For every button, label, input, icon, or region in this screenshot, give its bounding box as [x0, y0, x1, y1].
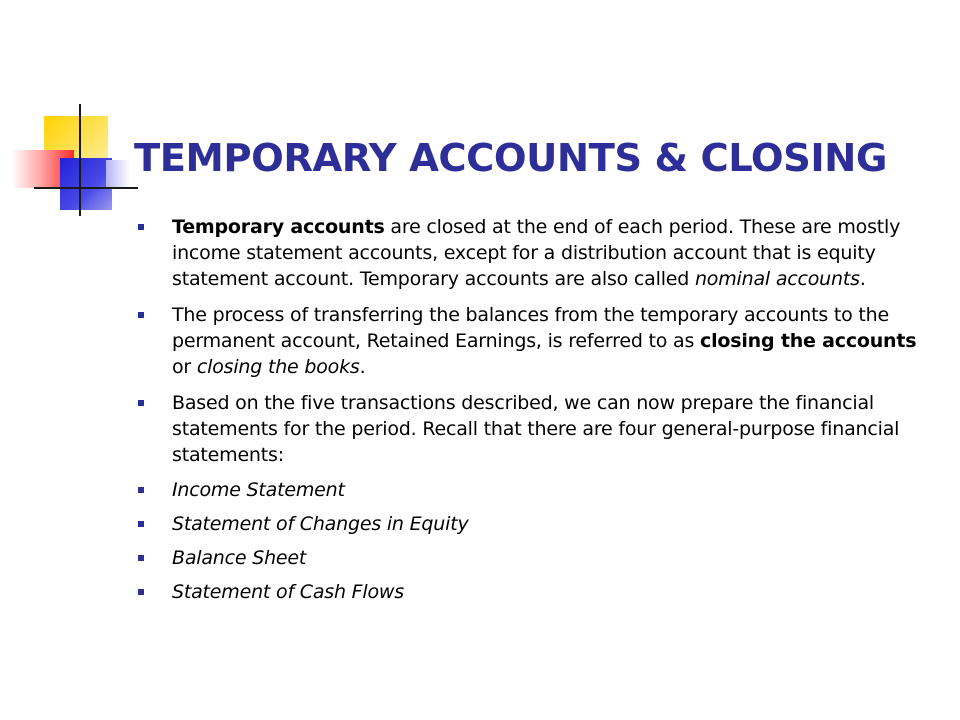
square-bullet-icon	[138, 400, 144, 406]
bullet-text: Based on the five transactions described, we can now prepare the financial statements for the period. Recall that there are four general-purpose financial statements:	[172, 392, 900, 466]
bullet-item-statement	[134, 545, 934, 571]
bullet-text: are closed at the end of each period. These are mostly income statement accounts, except for a distribution account that is equity statement account. Temporary accounts are also called	[172, 216, 901, 290]
bold-term: closing the accounts	[700, 330, 917, 352]
square-bullet-icon	[138, 521, 144, 527]
square-bullet-icon	[138, 487, 144, 493]
square-bullet-icon	[138, 589, 144, 595]
statement-name: Statement of Cash Flows	[172, 581, 404, 603]
bullet-item-closing-process	[134, 302, 934, 380]
blue-fade-shape	[106, 160, 130, 188]
square-bullet-icon	[138, 555, 144, 561]
italic-term: nominal accounts	[694, 268, 860, 290]
square-bullet-icon	[138, 224, 144, 230]
bullet-item-statement	[134, 579, 934, 605]
bullet-text-mid: or	[172, 356, 197, 378]
horizontal-line-shape	[34, 187, 138, 189]
bullet-item-financial-statements	[134, 390, 934, 468]
bullet-text-end: .	[359, 356, 366, 378]
decorative-logo-graphic	[0, 0, 150, 230]
bullet-item-temporary-accounts	[134, 214, 934, 292]
bold-term: Temporary accounts	[172, 216, 385, 238]
slide-title: TEMPORARY ACCOUNTS & CLOSING	[134, 136, 887, 181]
bullet-text: The process of transferring the balances from the temporary accounts to the permanent account, Retained Earnings, is referred to as	[172, 304, 889, 352]
bullet-item-statement	[134, 511, 934, 537]
bullet-item-statement	[134, 477, 934, 503]
statement-name: Balance Sheet	[172, 547, 307, 569]
italic-term: closing the books	[196, 356, 360, 378]
blue-square-shape	[60, 158, 112, 210]
vertical-line-shape	[79, 104, 81, 216]
bullet-text-end: .	[859, 268, 866, 290]
square-bullet-icon	[138, 312, 144, 318]
statement-name: Income Statement	[172, 479, 345, 501]
bullet-list	[134, 214, 934, 613]
statement-name: Statement of Changes in Equity	[172, 513, 469, 535]
